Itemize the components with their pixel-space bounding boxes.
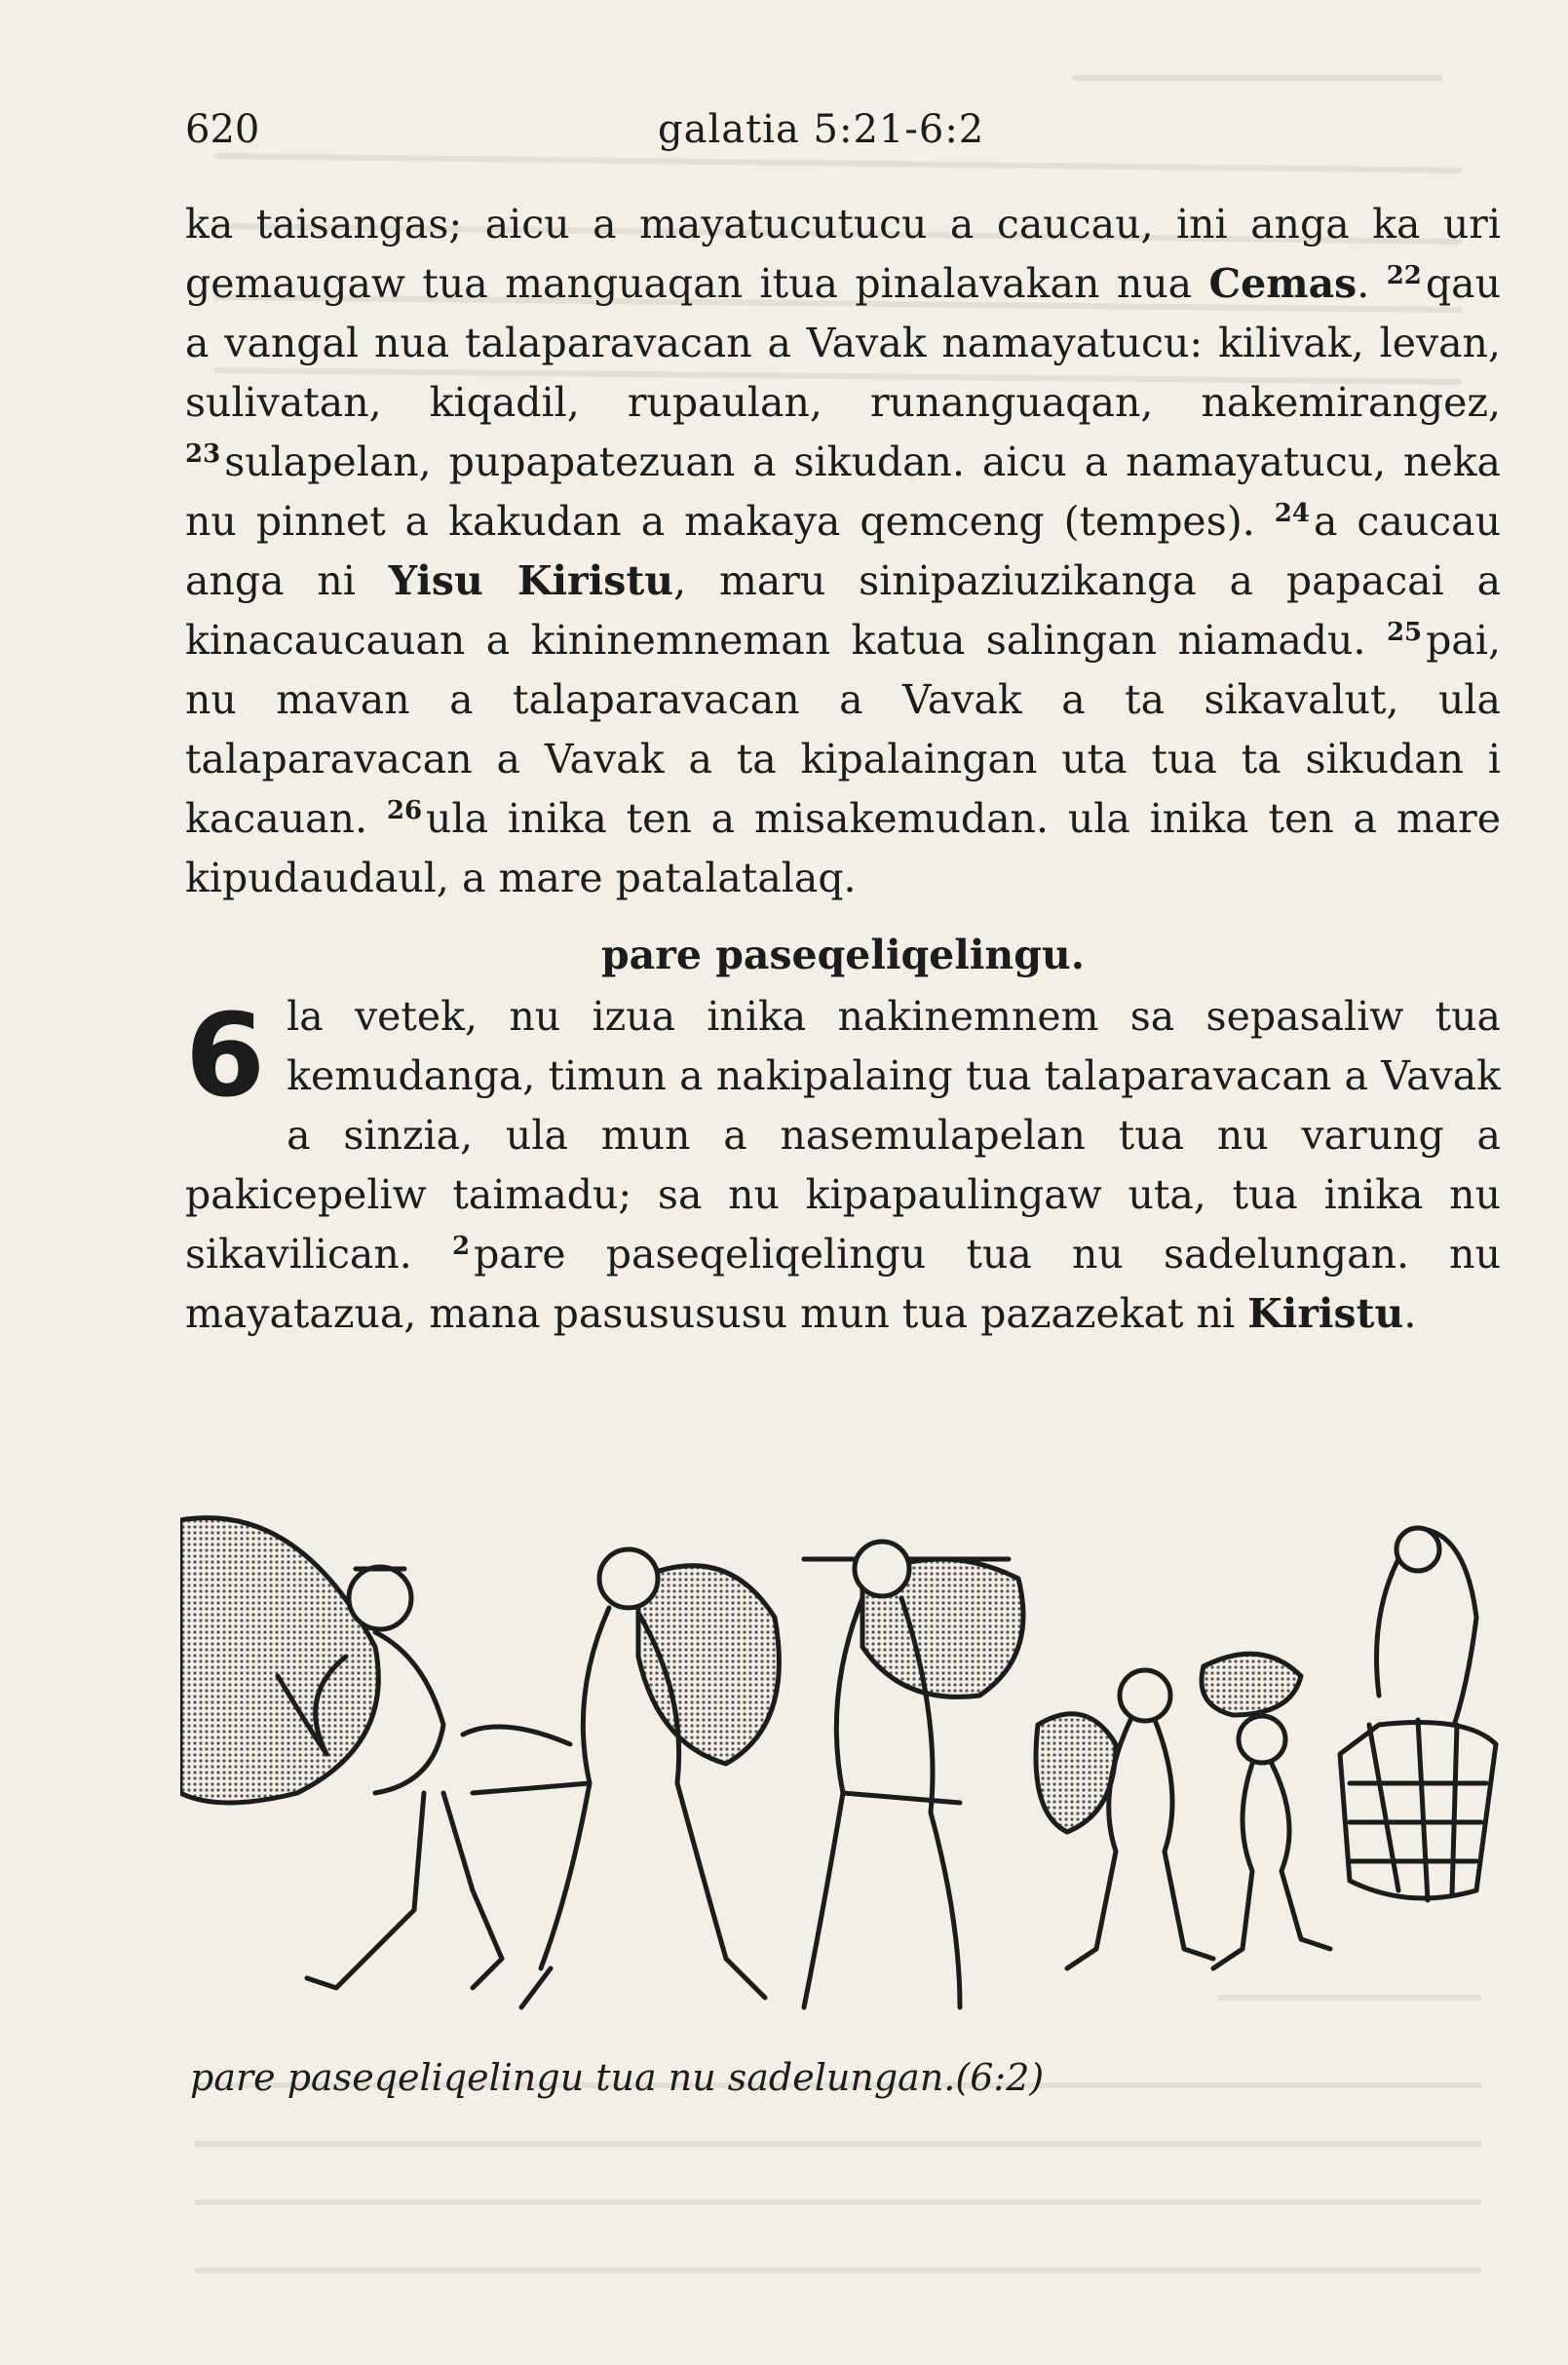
verse-24-text-a: a caucau anga ni [185,498,1501,604]
page [185,97,1501,2339]
word-kiristu: Kiristu [1247,1290,1404,1337]
section-heading: pare paseqeliqelingu. [601,932,1085,978]
page-header [185,107,1501,166]
paragraph-5-21-26: ka taisangas; aicu a mayatucutucu a caucau, ini anga ka uri gemaugaw tua manguaqan itua pinalavakan nua Cemas. $^{22}$qau a vangal nua talaparavacan a Vavak namayatucu: kilivak, levan, sulivatan, kiqadil, rupaulan, runanguaqan, nakemirangez, $^{23}$sulapelan, pupapatezuan a sikudan. aicu a namayatucu, neka nu pinnet a kakudan a makaya qemceng (tempes). $^{24}$a caucau anga ni Yisu Kiristu, maru sinipaziuzikanga a papacai a kinacaucauan a kininemneman katua salingan niamadu. $^{25}$pai, nu mavan a talaparavacan a Vavak a ta sikavalut, ula talaparavacan a Vavak a ta kipalaingan uta tua ta sikudan i kacauan. $^{26}$ula inika ten a misakemudan. ula inika ten a mare kipudaudaul, a mare patalatalaq. [185,201,1502,901]
verse-25-text: pai, nu mavan a talaparavacan a Vavak a ta sikavalut, ula talaparavacan a Vavak a ta kipalaingan uta tua ta sikudan i kacauan. [185,617,1501,842]
verse-21-continuation: ka taisangas; aicu a mayatucutucu a caucau, ini anga ka uri gemaugaw tua manguaqan itua pinalavakan nua [185,201,1501,307]
verse-number-23: 23 [185,439,221,469]
chapter-6-block [185,987,1501,1344]
word-cemas: Cemas [1208,260,1358,307]
verse-2-end: . [1403,1290,1417,1337]
verse-23-text: sulapelan, pupapatezuan a sikudan. aicu a namayatucu, neka nu pinnet a kakudan a makaya qemceng (tempes). [185,439,1501,545]
word-yisu-kiristu: Yisu Kiristu [388,557,674,604]
illustration-caption: pare paseqeliqelingu tua nu sadelungan.(6:2) [190,2056,1045,2099]
paragraph-6-1-2 [185,987,1501,1344]
verse-24-text-b: , maru sinipaziuzikanga a papacai a kinacaucauan a kininemneman katua salingan niamadu. [185,557,1502,664]
people-carrying-burdens-illustration [180,1501,1506,2056]
running-head: galatia 5:21-6:2 [658,107,985,152]
page-number: 620 [185,107,260,152]
verse-22-text: qau a vangal nua talaparavacan a Vavak namayatucu: kilivak, levan, sulivatan, kiqadil, rupaulan, runanguaqan, nakemirangez, [185,260,1501,426]
verse-26-text: ula inika ten a misakemudan. ula inika ten a mare kipudaudaul, a mare patalatalaq. [185,795,1502,901]
verse-number-26: 26 [386,796,423,825]
verse-2-text: pare paseqeliqelingu tua nu sadelungan. nu mayatazua, mana pasusususu mun tua pazazekat ni [185,1231,1501,1337]
verse-number-24: 24 [1274,499,1310,528]
verse-number-22: 22 [1386,261,1422,290]
chapter-number: 6 [185,988,266,1123]
passage-body [185,195,1501,1344]
verse-number-2: 2 [451,1232,471,1261]
verse-number-25: 25 [1386,618,1423,647]
verse-1-text: la vetek, nu izua inika nakinemnem sa sepasaliw tua kemudanga, timun a nakipalaing tua talaparavacan a Vavak a sinzia, ula mun a nasemulapelan tua nu varung a pakicepeliw taimadu; sa nu kipapaulingaw uta, tua inika nu sikavilican. [185,993,1501,1278]
